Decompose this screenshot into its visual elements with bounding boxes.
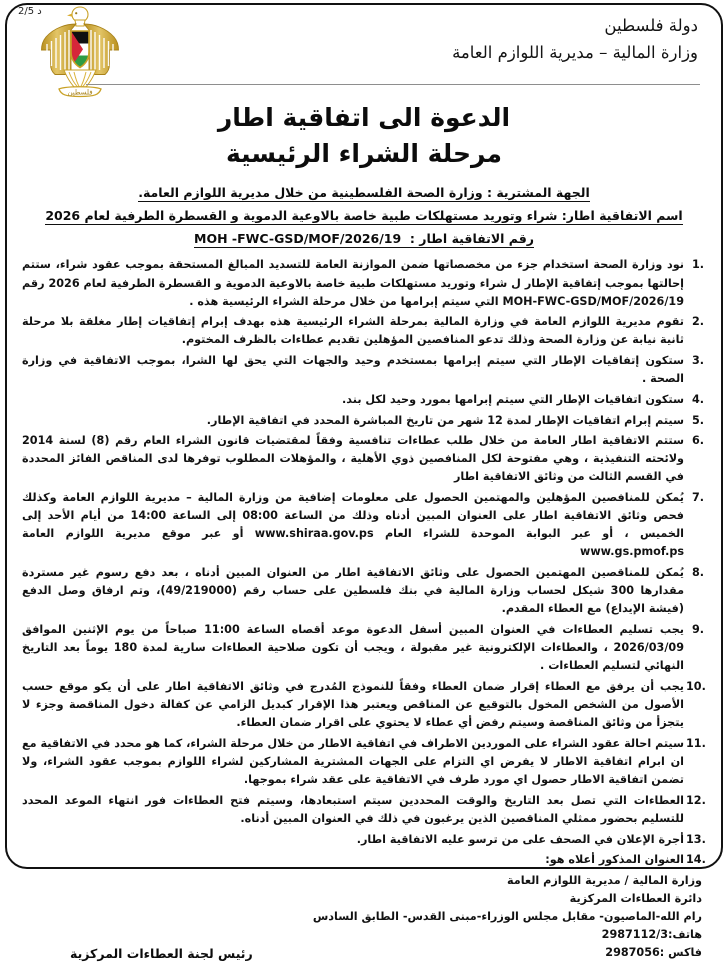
page-marker: د 2/5 [18, 6, 42, 17]
palestine-coat-of-arms-icon [38, 4, 122, 100]
fax-label: فاكس : [659, 946, 702, 960]
clause-item [22, 564, 704, 618]
clause-item [22, 678, 704, 732]
clause-number: 2. [691, 315, 704, 329]
address-department: دائرة العطاءات المركزية [569, 892, 702, 906]
clause-text: يجب تسليم العطاءات في العنوان المبين أسفل الدعوة موعد أقصاه الساعة 11:00 صباحاً من يوم الإثنين الموافق 2026/03/09 ، والعطاءات الإلكترونية غير مقبولة ، ويجب أن تكون صلاحية العطاءات سارية لمدة 180 يوماً بعد التاريخ النهائي لتسليم العطاءات . [22, 623, 684, 673]
clause-text: العنوان المذكور أعلاه هو: [545, 853, 684, 867]
clause-list [0, 256, 728, 869]
clause-number: 12. [686, 793, 706, 807]
title-line-2: مرحلة الشراء الرئيسية [225, 138, 503, 168]
state-name: دولة فلسطين [604, 16, 698, 35]
clause-text: العطاءات التي تصل بعد التاريخ والوقت المحددين سيتم استبعادها، وسيتم فتح العطاءات فور انتهاء الموعد المحدد للتسليم بحضور ممثلي المناقصين الذين يرغبون في ذلك في العنوان المبين أدناه. [22, 793, 684, 825]
clause-number: 7. [691, 491, 704, 505]
clause-item [22, 851, 704, 869]
clause-text: تقوم مديرية اللوازم العامة في وزارة المالية بمرحلة الشراء الرئيسية هذه بهدف إبرام إتفاقيات إطار مغلقة بلا مرحلة ثانية نيابة عن وزارة الصحة وذلك تدعو المنافصين المؤهلين تقديم عطاءات بالظرف المختوم. [22, 315, 684, 347]
clause-number: 13. [686, 832, 706, 846]
clause-item [22, 735, 704, 789]
header-titles [452, 12, 698, 66]
clause-text: يُمكن للمناقصين المهتمين الحصول على وثائق الاتفاقية اطار من العنوان المبين أدناه ، بعد دفع رسوم غير مستردة مقدارها 300 شيكل لحساب وزارة المالية في بنك فلسطين على حساب رقم (49/219000)، وتم ارفاق وصل الدفع (فيشة الإيداع) مع العطاء المقدم. [22, 566, 685, 616]
page-title [0, 100, 728, 171]
clause-item [22, 313, 704, 349]
clause-item [22, 792, 704, 828]
clause-item [22, 621, 704, 675]
clause-number: 14. [686, 853, 706, 867]
clause-item [22, 391, 704, 409]
phone-line [26, 926, 702, 944]
address-location: رام الله-الماصيون- مقابل مجلس الوزراء-مبنى القدس- الطابق السادس [312, 910, 702, 924]
agreement-number-value: MOH -FWC-GSD/MOF/2026/19 [194, 231, 402, 247]
clause-item [22, 489, 704, 562]
clause-item [22, 352, 704, 388]
agreement-name-text: اسم الاتفاقية اطار: شراء وتوريد مستهلكات طبية خاصة بالاوعية الدموية و القسطرة الطرفية لعام 2026 [45, 208, 683, 224]
footer-block [0, 872, 728, 963]
subtitle-block [0, 181, 728, 250]
clause-number: 8. [691, 566, 704, 580]
clause-number: 4. [691, 392, 704, 406]
clause-text: ستكون إتفاقيات الإطار التي سيتم إبرامها بمستخدم وحيد والجهات التي يحق لها الشرا، بموجب الاتفاقية في وزارة الصحة . [22, 354, 684, 386]
svg-text:فلسطين: فلسطين [67, 88, 93, 97]
clause-text: ستتم الاتفاقية اطار العامة من خلال طلب عطاءات تنافسية وفقاً لمقتضيات قانون الشراء العام رقم (8) لسنة 2014 ولائحته التنفيذية ، وهي مفتوحة لكل المنافصين ذوي الأهلية ، والمؤهلات المطلوب توفرها لدى المناقص الفائز المحددة في القسم الثالث من وثائق الاتفاقية اطار [22, 434, 684, 484]
clause-text: يُمكن للمنافصين المؤهلين والمهتمين الحصول على معلومات إضافية من وزارة المالية – مديرية اللوازم العامة وكذلك فحص وثائق الاتفاقية اطار على العنوان المبين أدناه وذلك من الساعة 08:00 إلى الساعة 14:00 من أيام الأحد إلى الخميس ، أو عبر البوابة الموحدة للشراء العام www.shiraa.gov.ps أو عبر موقع مديرية اللوازم العامة www.gs.pmof.ps [22, 491, 684, 559]
title-line-1: الدعوة الى اتفاقية اطار [217, 103, 511, 132]
agreement-name-line [0, 204, 728, 227]
agreement-number-wrap [194, 231, 534, 248]
phone-value: 2987112/3 [601, 928, 669, 942]
buyer-line-text: الجهة المشترية : وزارة الصحة الفلسطينية من خلال مديرية اللوازم العامة. [138, 185, 590, 200]
clause-text: ستكون اتفاقيات الإطار التي سيتم إبرامها بمورد وحيد لكل بند. [342, 392, 684, 406]
clause-item [22, 412, 704, 430]
clause-item [22, 831, 704, 849]
clause-text: يجب أن يرفق مع العطاء إقرار ضمان العطاء وفقاً للنموذج المُدرج في وثائق الاتفاقية اطار على أن يكو موقع حسب الأصول من الشخص المخول بالتوقيع عن المناقص ويعتبر هذا الإقرار كبديل الزامي عن كفالة دخول المناقصة وجزء لا يتجزأ من وثائق المناقصة وسيتم رفض أي عطاء لا يحتوي على اقرار ضمان العطاء. [22, 679, 684, 730]
clause-item [22, 256, 704, 310]
clause-number: 6. [691, 434, 704, 448]
header-divider [86, 84, 700, 85]
address-ministry: وزارة المالية / مديرية اللوازم العامة [506, 873, 702, 887]
clause-text: سيتم إبرام اتفاقيات الإطار لمدة 12 شهر من تاريخ المباشرة المحدد في اتفاقية الإطار. [206, 413, 684, 427]
clause-item [22, 432, 704, 486]
clause-number: 1. [691, 258, 704, 272]
buyer-line [0, 181, 728, 204]
clause-number: 5. [691, 413, 704, 427]
clause-text: أجرة الإعلان في الصحف على من ترسو عليه الاتفاقية اطار. [356, 832, 684, 846]
document-header [0, 0, 728, 98]
phone-label: هاتف: [668, 928, 702, 942]
agreement-number-line [0, 227, 728, 250]
clause-number: 11. [686, 736, 706, 750]
fax-value: 2987056 [605, 946, 660, 960]
ministry-name: وزارة المالية – مديرية اللوازم العامة [452, 43, 698, 63]
agreement-number-label: رقم الاتفاقية اطار : [409, 231, 534, 247]
clause-number: 10. [686, 679, 706, 693]
clause-number: 3. [691, 354, 704, 368]
clause-text: نود وزارة الصحة استخدام جزء من مخصصاتها ضمن الموازنة العامة للتسديد المبالغ المستحقة بموجب عقود شراء، ستتم إحالتها بموجب إتفاقية الإطار ل شراء وتوريد مستهلكات طبية خاصة بالاوعية الدموية و القسطرة الطرفية لعام 2026 رقم MOH-FWC-GSD/MOF/2026/19 التي سيتم إبرامها من خلال مرحلة الشراء الرئيسية هذه . [22, 258, 685, 308]
clause-number: 9. [691, 623, 704, 637]
signature-title: رئيس لجنة العطاءات المركزية [70, 945, 253, 961]
clause-text: سيتم احالة عقود الشراء على الموردين الاطراف في اتفاقية الاطار من خلال مرحلة الشراء، كما هو محدد في الاتفاقية مع ان ابرام اتفاقية الاطار لا يفرض اي التزام على الجهات المشترية المشاركين لشراء اللوازم بموجب عقود الشراء، ولا تضمن اتفاقية الاطار حصول اي مورد طرف في الاتفاقية على عقد شراء بموجها. [22, 736, 684, 787]
